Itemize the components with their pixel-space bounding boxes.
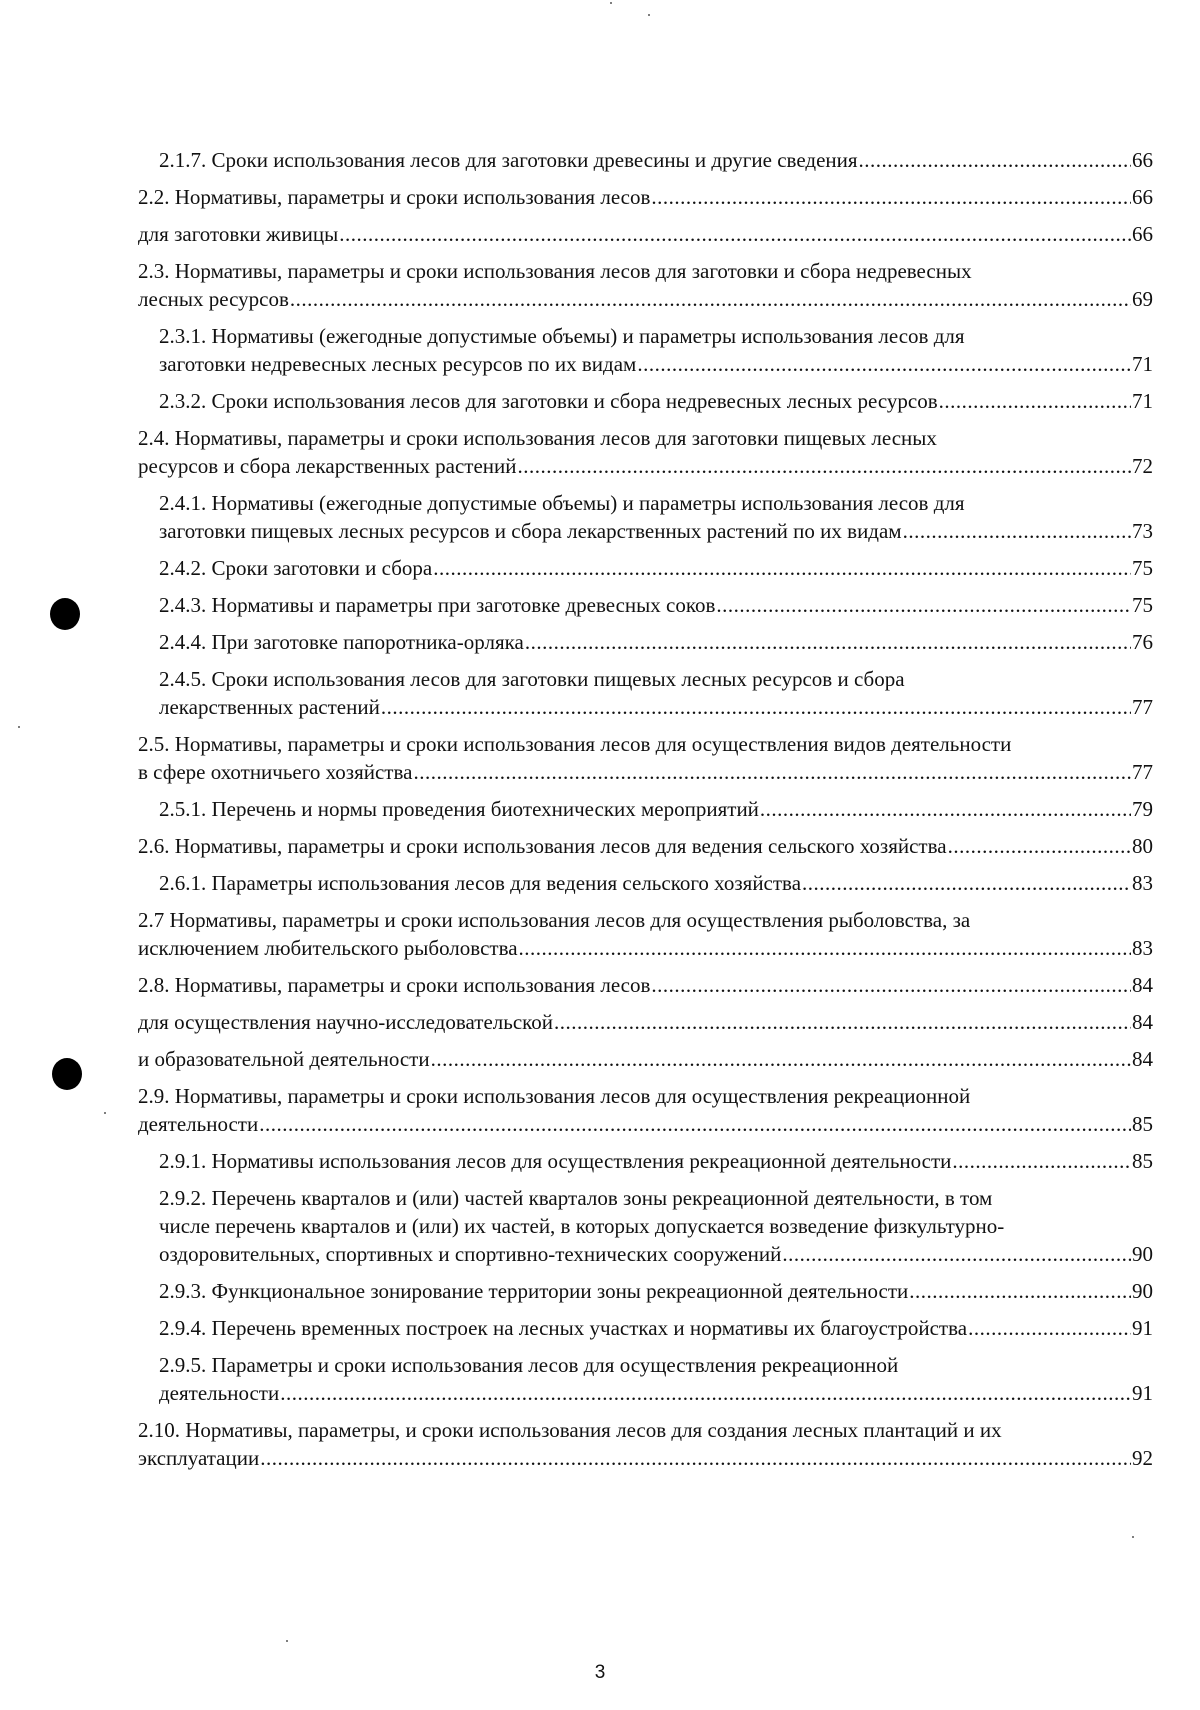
toc-page-number: 91	[1132, 1381, 1153, 1405]
toc-entry-text: 2.7 Нормативы, параметры и сроки использования лесов для осуществления рыболовства, за	[138, 908, 971, 932]
dot-leader	[259, 1110, 1131, 1138]
toc-entry-text: 2.9.4. Перечень временных построек на лесных участках и нормативы их благоустройства	[159, 1316, 968, 1340]
toc-entry-text: 2.9.1. Нормативы использования лесов для осуществления рекреационной деятельности	[159, 1149, 952, 1173]
toc-entry-text: 2.4.5. Сроки использования лесов для заготовки пищевых лесных ресурсов и сбора	[159, 667, 905, 691]
toc-entry-row	[159, 350, 1153, 378]
toc-entry-row	[159, 517, 1153, 545]
toc-entry	[138, 1416, 1153, 1472]
toc-entry-text: деятельности	[159, 1381, 280, 1405]
dot-leader	[518, 452, 1131, 480]
toc-entry	[138, 1184, 1153, 1268]
toc-entry-text: 2.8. Нормативы, параметры и сроки использования лесов	[138, 973, 651, 997]
toc-entry-row	[159, 869, 1153, 897]
toc-entry-row	[138, 1110, 1153, 1138]
toc-entry	[138, 183, 1153, 211]
toc-entry	[138, 665, 1153, 721]
toc-page-number: 80	[1132, 834, 1153, 858]
toc-entry-text: 2.3.2. Сроки использования лесов для заготовки и сбора недревесных лесных ресурсов	[159, 389, 938, 413]
toc-page-number: 73	[1132, 519, 1153, 543]
toc-page-number: 77	[1132, 760, 1153, 784]
toc-entry-text: лесных ресурсов	[138, 287, 289, 311]
toc-page-number: 77	[1132, 695, 1153, 719]
toc-page-number: 71	[1132, 389, 1153, 413]
toc-entry-text: 2.1.7. Сроки использования лесов для заготовки древесины и другие сведения	[159, 148, 858, 172]
toc-entry-text: заготовки пищевых лесных ресурсов и сбора лекарственных растений по их видам	[159, 519, 902, 543]
dot-leader	[802, 869, 1131, 897]
toc-entry-text: ресурсов и сбора лекарственных растений	[138, 454, 517, 478]
toc-entry	[138, 795, 1153, 823]
toc-entry-text: 2.9.2. Перечень кварталов и (или) частей кварталов зоны рекреационной деятельности, в том	[159, 1186, 993, 1210]
toc-entry	[138, 146, 1153, 174]
dot-leader	[716, 591, 1131, 619]
toc-entry	[138, 257, 1153, 313]
toc-page-number: 79	[1132, 797, 1153, 821]
toc-entry	[138, 322, 1153, 378]
toc-entry-text: 2.3. Нормативы, параметры и сроки использования лесов для заготовки и сбора недревесных	[138, 259, 972, 283]
toc-entry-text: 2.3.1. Нормативы (ежегодные допустимые объемы) и параметры использования лесов для	[159, 324, 965, 348]
dot-leader	[381, 693, 1131, 721]
toc-entry-row	[159, 628, 1153, 656]
dot-leader	[431, 1045, 1131, 1073]
toc-entry-row	[159, 146, 1153, 174]
toc-entry-row	[159, 387, 1153, 415]
toc-entry-text: 2.4.2. Сроки заготовки и сбора	[159, 556, 433, 580]
toc-page-number: 83	[1132, 936, 1153, 960]
toc-entry-row	[159, 1379, 1153, 1407]
toc-entry	[138, 1351, 1153, 1407]
toc-entry-text: 2.4.3. Нормативы и параметры при заготовке древесных соков	[159, 593, 716, 617]
scan-speck	[104, 1112, 106, 1114]
toc-page-number: 76	[1132, 630, 1153, 654]
toc-entry-text: в сфере охотничьего хозяйства	[138, 760, 413, 784]
toc-entry	[138, 387, 1153, 415]
toc-page-number: 66	[1132, 185, 1153, 209]
toc-page-number: 69	[1132, 287, 1153, 311]
dot-leader	[952, 1147, 1131, 1175]
toc-entry-text: деятельности	[138, 1112, 259, 1136]
toc-entry	[138, 1008, 1153, 1036]
toc-entry-row	[159, 1147, 1153, 1175]
dot-leader	[260, 1444, 1131, 1472]
toc-entry-row	[138, 758, 1153, 786]
toc-entry	[138, 869, 1153, 897]
toc-page-number: 75	[1132, 556, 1153, 580]
toc-entry-text: 2.2. Нормативы, параметры и сроки использования лесов	[138, 185, 651, 209]
toc-page-number: 90	[1132, 1279, 1153, 1303]
toc-entry	[138, 424, 1153, 480]
toc-entry-text: 2.5.1. Перечень и нормы проведения биотехнических мероприятий	[159, 797, 759, 821]
toc-entry	[138, 1277, 1153, 1305]
dot-leader	[651, 183, 1131, 211]
toc-entry	[138, 906, 1153, 962]
toc-entry-row	[138, 285, 1153, 313]
scan-speck	[610, 2, 612, 4]
table-of-contents	[138, 146, 1153, 1481]
dot-leader	[939, 387, 1131, 415]
toc-entry-text: 2.5. Нормативы, параметры и сроки использования лесов для осуществления видов деятельности	[138, 732, 1012, 756]
toc-entry-text: 2.4.1. Нормативы (ежегодные допустимые объемы) и параметры использования лесов для	[159, 491, 965, 515]
toc-entry-text: 2.9.5. Параметры и сроки использования лесов для осуществления рекреационной	[159, 1353, 899, 1377]
toc-entry-text: исключением любительского рыболовства	[138, 936, 518, 960]
toc-page-number: 85	[1132, 1149, 1153, 1173]
toc-entry-row	[138, 1045, 1153, 1073]
scan-speck	[18, 726, 20, 728]
toc-entry	[138, 591, 1153, 619]
toc-entry-row	[159, 1277, 1153, 1305]
toc-page-number: 75	[1132, 593, 1153, 617]
dot-leader	[290, 285, 1131, 313]
dot-leader	[525, 628, 1131, 656]
toc-entry-row	[159, 591, 1153, 619]
dot-leader	[280, 1379, 1131, 1407]
dot-leader	[339, 220, 1131, 248]
toc-entry-text: 2.9. Нормативы, параметры и сроки использования лесов для осуществления рекреационной	[138, 1084, 971, 1108]
toc-entry-text: лекарственных растений	[159, 695, 380, 719]
toc-page-number: 91	[1132, 1316, 1153, 1340]
punch-hole	[52, 1058, 82, 1090]
toc-page-number: 71	[1132, 352, 1153, 376]
toc-entry-row	[138, 832, 1153, 860]
toc-entry-row	[159, 1314, 1153, 1342]
dot-leader	[554, 1008, 1131, 1036]
toc-entry-row	[138, 220, 1153, 248]
toc-entry-row	[159, 693, 1153, 721]
toc-page-number: 84	[1132, 1010, 1153, 1034]
dot-leader	[859, 146, 1131, 174]
toc-entry-text: 2.6. Нормативы, параметры и сроки использования лесов для ведения сельского хозяйства	[138, 834, 947, 858]
dot-leader	[433, 554, 1131, 582]
toc-entry-text: 2.6.1. Параметры использования лесов для ведения сельского хозяйства	[159, 871, 802, 895]
toc-entry	[138, 489, 1153, 545]
scan-speck	[286, 1640, 288, 1642]
toc-entry-row	[138, 452, 1153, 480]
toc-entry	[138, 1314, 1153, 1342]
toc-entry	[138, 1147, 1153, 1175]
toc-entry-row	[138, 1008, 1153, 1036]
toc-page-number: 66	[1132, 222, 1153, 246]
dot-leader	[903, 517, 1131, 545]
dot-leader	[760, 795, 1131, 823]
toc-page-number: 92	[1132, 1446, 1153, 1470]
dot-leader	[948, 832, 1131, 860]
toc-entry-row	[138, 934, 1153, 962]
dot-leader	[968, 1314, 1131, 1342]
toc-entry-text: 2.10. Нормативы, параметры, и сроки использования лесов для создания лесных плантаций и их	[138, 1418, 1002, 1442]
toc-entry-text: для осуществления научно-исследовательской	[138, 1010, 554, 1034]
toc-entry-text: числе перечень кварталов и (или) их частей, в которых допускается возведение физкультурно-	[159, 1214, 1005, 1238]
toc-entry	[138, 730, 1153, 786]
dot-leader	[651, 971, 1131, 999]
toc-page-number: 85	[1132, 1112, 1153, 1136]
scan-speck	[648, 14, 650, 16]
page-number: 3	[594, 1662, 606, 1683]
toc-entry	[138, 628, 1153, 656]
dot-leader	[637, 350, 1131, 378]
toc-page-number: 90	[1132, 1242, 1153, 1266]
dot-leader	[519, 934, 1131, 962]
dot-leader	[782, 1240, 1131, 1268]
toc-entry-row	[159, 1240, 1153, 1268]
toc-entry	[138, 1045, 1153, 1073]
toc-page-number: 72	[1132, 454, 1153, 478]
scan-speck	[1132, 1536, 1134, 1538]
toc-entry-row	[138, 1444, 1153, 1472]
toc-entry	[138, 554, 1153, 582]
toc-entry	[138, 832, 1153, 860]
toc-entry-text: 2.4.4. При заготовке папоротника-орляка	[159, 630, 524, 654]
toc-entry	[138, 971, 1153, 999]
toc-entry	[138, 220, 1153, 248]
toc-entry-row	[159, 795, 1153, 823]
toc-entry-row	[138, 183, 1153, 211]
toc-entry-text: 2.4. Нормативы, параметры и сроки использования лесов для заготовки пищевых лесных	[138, 426, 937, 450]
toc-page-number: 84	[1132, 1047, 1153, 1071]
toc-page-number: 83	[1132, 871, 1153, 895]
toc-page-number: 84	[1132, 973, 1153, 997]
toc-entry-text: эксплуатации	[138, 1446, 260, 1470]
dot-leader	[909, 1277, 1131, 1305]
toc-entry-row	[159, 554, 1153, 582]
dot-leader	[413, 758, 1131, 786]
toc-entry-text: и образовательной деятельности	[138, 1047, 430, 1071]
toc-entry-text: 2.9.3. Функциональное зонирование территории зоны рекреационной деятельности	[159, 1279, 909, 1303]
toc-entry-text: для заготовки живицы	[138, 222, 339, 246]
toc-entry	[138, 1082, 1153, 1138]
toc-page-number: 66	[1132, 148, 1153, 172]
toc-entry-row	[138, 971, 1153, 999]
toc-entry-text: заготовки недревесных лесных ресурсов по их видам	[159, 352, 637, 376]
toc-entry-text: оздоровительных, спортивных и спортивно-технических сооружений	[159, 1242, 782, 1266]
punch-hole	[50, 598, 80, 630]
